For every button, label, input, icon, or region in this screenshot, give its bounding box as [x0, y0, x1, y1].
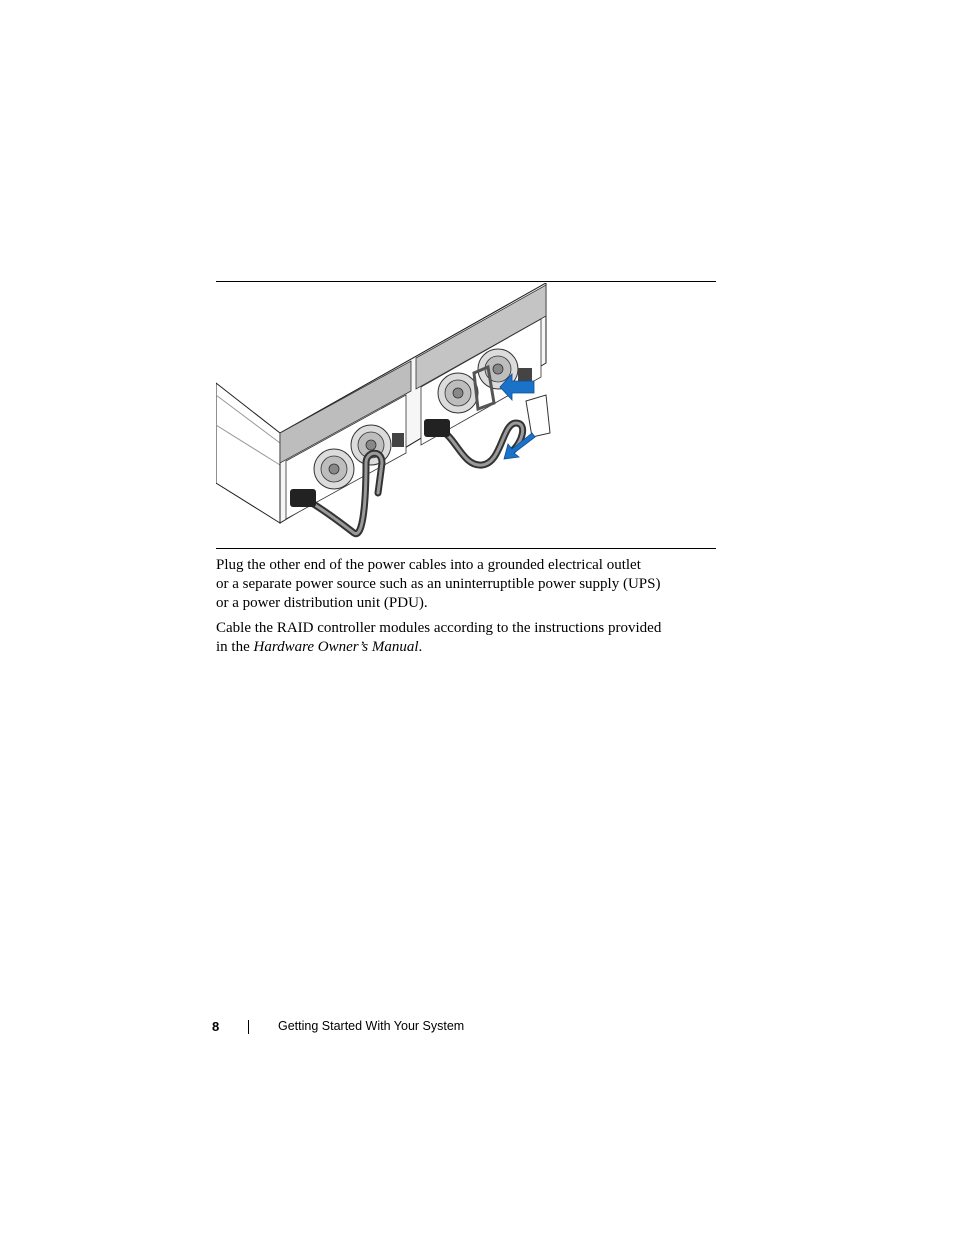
footer-section-title: Getting Started With Your System — [278, 1019, 465, 1033]
paragraph-line: or a separate power source such as an uninterruptible power supply (UPS) — [216, 576, 661, 592]
figure-bottom-rule — [216, 548, 716, 549]
paragraph-line: or a power distribution unit (PDU). — [216, 595, 428, 611]
paragraph-line: Plug the other end of the power cables into a grounded electrical outlet — [216, 557, 641, 573]
figure-top-rule — [216, 281, 716, 282]
text-suffix: . — [418, 639, 423, 655]
paragraph-line: Cable the RAID controller modules according to the instructions provided — [216, 620, 662, 636]
paragraph-line — [216, 638, 716, 657]
text-prefix: in the — [216, 639, 254, 655]
power-cable-illustration — [216, 283, 716, 545]
instruction-paragraph-raid — [216, 619, 716, 657]
footer-separator — [248, 1020, 249, 1034]
page-number: 8 — [212, 1019, 220, 1034]
instruction-paragraph-outlet — [216, 556, 716, 613]
manual-title: Hardware Owner’s Manual — [253, 639, 419, 655]
